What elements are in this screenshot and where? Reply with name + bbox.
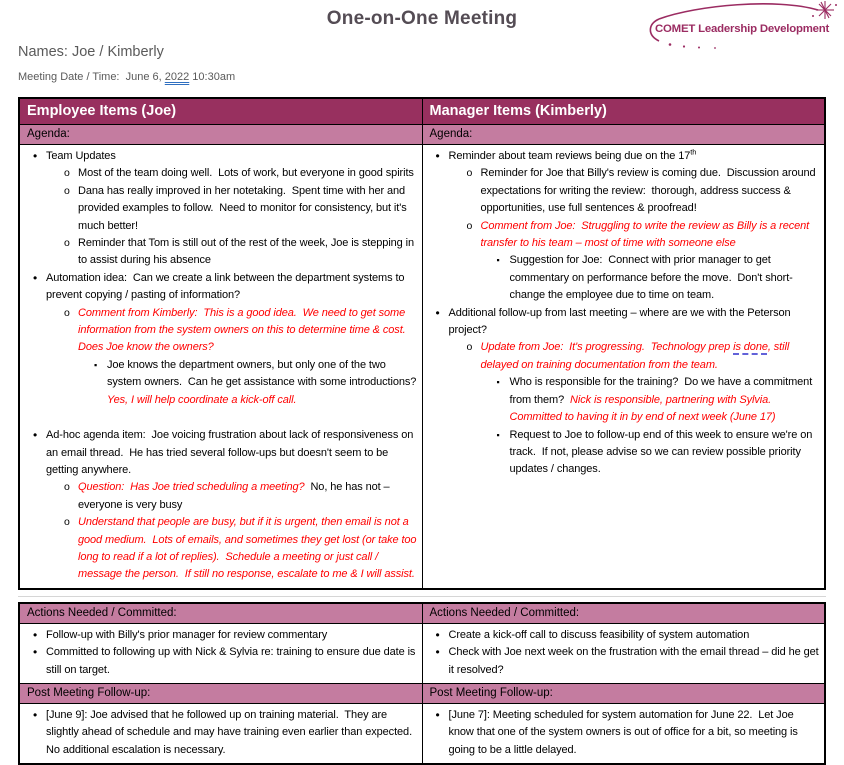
manager-post-list [422, 703, 825, 764]
body-text: Check with Joe next week on the frustration with the email thread – did he get it resolved? [448, 646, 822, 676]
list-item [429, 707, 820, 759]
manager-agenda-list [422, 145, 825, 589]
body-text: Reminder for Joe that Billy's review is coming due. Discussion around expectations for writing the review: thorough, address success & opportunities, use full sentences & proofread! [480, 167, 819, 215]
employee-items-header: Employee Items (Joe) [19, 98, 422, 125]
names-line: Names: Joe / Kimberly [18, 44, 164, 60]
list-item [26, 235, 417, 270]
list-item [429, 644, 820, 679]
page-title: One-on-One Meeting [326, 8, 518, 29]
body-text: Team Updates [46, 150, 116, 162]
manager-items-header: Manager Items (Kimberly) [422, 98, 825, 125]
employee-post-label: Post Meeting Follow-up: [19, 683, 422, 703]
list-item [429, 339, 820, 374]
body-text: No, he has not – everyone is very busy [78, 481, 393, 511]
actions-table [18, 602, 826, 765]
list-item [26, 479, 417, 514]
list-item [429, 165, 820, 217]
red-note-text: Question: Has Joe tried scheduling a meeting? [78, 481, 311, 494]
manager-actions-list [422, 623, 825, 683]
list-item [429, 627, 820, 644]
body-text: Request to Joe to follow-up end of this week to ensure we're on track. If not, please advise so we can review possible priority updates / changes. [509, 428, 816, 476]
meeting-date-line [18, 71, 826, 83]
list-item [429, 374, 820, 426]
list-item [429, 148, 820, 165]
red-note-text: Comment from Kimberly: This is a good idea. We need to get some information from the system owners on this to determine time & cost. Does Joe know the owners? [78, 306, 412, 354]
red-note-text: , still delayed on training documentation from the team. [480, 341, 793, 371]
logo-text: COMET Leadership Development [655, 23, 830, 35]
list-item [429, 218, 820, 253]
comet-logo [642, 1, 838, 49]
agenda-table [18, 97, 826, 590]
list-item [26, 183, 417, 235]
list-item [26, 707, 417, 759]
body-text: Reminder that Tom is still out of the rest of the week, Joe is stepping in to assist during his absence [78, 237, 417, 267]
list-item [26, 165, 417, 182]
list-item [26, 427, 417, 479]
list-item [26, 357, 423, 409]
body-text: Most of the team doing well. Lots of work, but everyone in good spirits [78, 167, 414, 180]
body-text: Reminder about team reviews being due on the 17 [448, 150, 691, 162]
list-item [26, 514, 420, 584]
body-text: Ad-hoc agenda item: Joe voicing frustration about lack of responsiveness on an email thread. He has tried several follow-ups but doesn't seem to be getting anywhere. [46, 429, 417, 476]
body-text: Who is responsible for the training? Do we have a commitment from them? [509, 376, 816, 406]
red-note-text: Nick is responsible, partnering with Sylvia. Committed to having it in by end of next week (June 17) [509, 393, 777, 424]
employee-actions-list [19, 623, 422, 683]
meeting-year-grammar-check: 2022 [164, 71, 190, 83]
body-text: Automation idea: Can we create a link between the department systems to prevent copying / pasting of information? [46, 271, 408, 302]
body-text: Suggestion for Joe: Connect with prior manager to get commentary on performance before the move. Don't short-change the employee due to time on team. [509, 254, 793, 302]
list-item [26, 627, 417, 644]
red-note-text: Comment from Joe: Struggling to write the review as Billy is a recent transfer to his team – most of time with someone else [480, 219, 813, 250]
body-text: Follow-up with Billy's prior manager for review commentary [46, 628, 328, 641]
red-note-text: Update from Joe: It's progressing. Technology prep [480, 341, 734, 354]
list-item [26, 644, 417, 679]
list-item [429, 427, 820, 479]
meeting-date-label: Meeting Date / Time: [18, 71, 120, 83]
list-item [429, 305, 820, 340]
list-item [26, 148, 417, 165]
body-text: Joe knows the department owners, but only one of the two system owners. Can he get assistance with some introductions? [107, 358, 423, 389]
employee-actions-label: Actions Needed / Committed: [19, 603, 422, 624]
employee-agenda-label: Agenda: [19, 125, 422, 145]
employee-post-list [19, 703, 422, 764]
body-text: Additional follow-up from last meeting – where are we with the Peterson project? [448, 306, 794, 337]
logo-swoosh-top [659, 4, 818, 19]
list-item [26, 305, 417, 357]
red-note-underlined-text: is done [733, 341, 768, 354]
table-separator [18, 596, 826, 597]
starburst-icon [816, 1, 834, 19]
meeting-time-value: 10:30am [189, 71, 236, 83]
manager-post-label: Post Meeting Follow-up: [422, 683, 825, 703]
superscript-text: th [690, 147, 697, 157]
manager-actions-label: Actions Needed / Committed: [422, 603, 825, 624]
list-item [429, 252, 820, 304]
body-text: [June 7]: Meeting scheduled for system automation for June 22. Let Joe know that one of the system owners is out of office for a bit, so meeting is going to be a little delayed. [448, 708, 801, 756]
body-text: Dana has really improved in her notetaking. Spent time with her and provided examples to follow. Need to monitor for consistency, but it's much better! [78, 184, 410, 232]
employee-agenda-list [19, 145, 422, 589]
body-text: Create a kick-off call to discuss feasibility of system automation [448, 628, 750, 641]
body-text: [June 9]: Joe advised that he followed up on training material. They are slightly ahead of schedule and may have training even earlier than expected. No additional escalation is necessary. [46, 708, 418, 756]
body-text: Committed to following up with Nick & Sylvia re: training to ensure due date is still on target. [46, 646, 419, 676]
red-note-text: Understand that people are busy, but if it is urgent, then email is not a good medium. Lots of emails, and sometimes they get lost (or take too long to read if a lot of replies). Schedule a meeting or just call / message the person. If still no response, escalate to me & I will assist. [78, 516, 420, 581]
list-item [26, 270, 417, 305]
meeting-date-value: June 6, [119, 71, 165, 83]
manager-agenda-label: Agenda: [422, 125, 825, 145]
red-note-text: Yes, I will help coordinate a kick-off call. [107, 393, 297, 406]
